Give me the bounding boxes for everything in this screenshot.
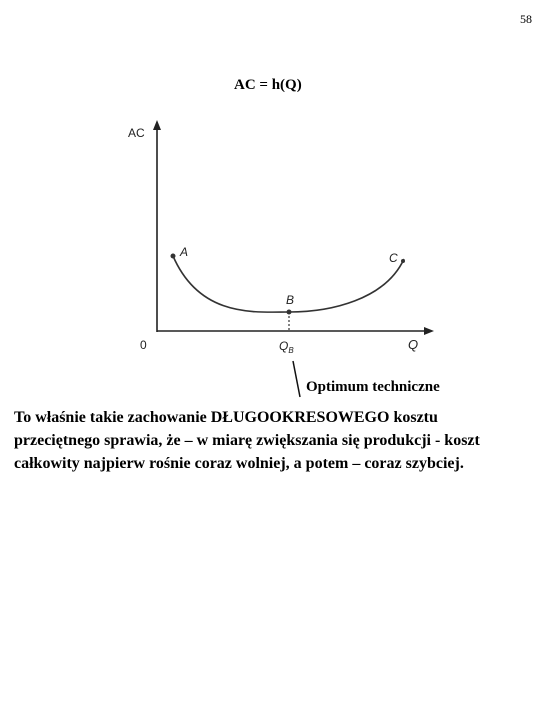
qb-label-sub: B <box>288 346 294 355</box>
y-axis-label: AC <box>128 126 145 140</box>
point-c-marker <box>401 259 405 263</box>
optimum-pointer-line <box>293 361 300 397</box>
point-a-label: A <box>180 245 189 259</box>
point-c-label: C <box>389 251 398 265</box>
origin-label: 0 <box>140 338 147 352</box>
y-axis-arrowhead <box>153 120 161 130</box>
qb-label-main: Q <box>279 339 289 353</box>
qb-label <box>279 339 294 355</box>
point-b-label: B <box>286 293 295 307</box>
x-axis-arrowhead <box>424 327 434 335</box>
formula-heading: AC = h(Q) <box>234 77 302 93</box>
page-number: 58 <box>520 12 532 26</box>
point-a-marker <box>171 254 176 259</box>
x-axis-label: Q <box>408 337 419 352</box>
body-text: To właśnie takie zachowanie DŁUGOOKRESOWEGO kosztu przeciętnego sprawia, że – w miarę zwiększania się produkcji - koszt całkowity najpierw rośnie coraz wolniej, a potem – coraz szybciej. <box>14 409 480 472</box>
optimum-label: Optimum techniczne <box>306 379 440 395</box>
